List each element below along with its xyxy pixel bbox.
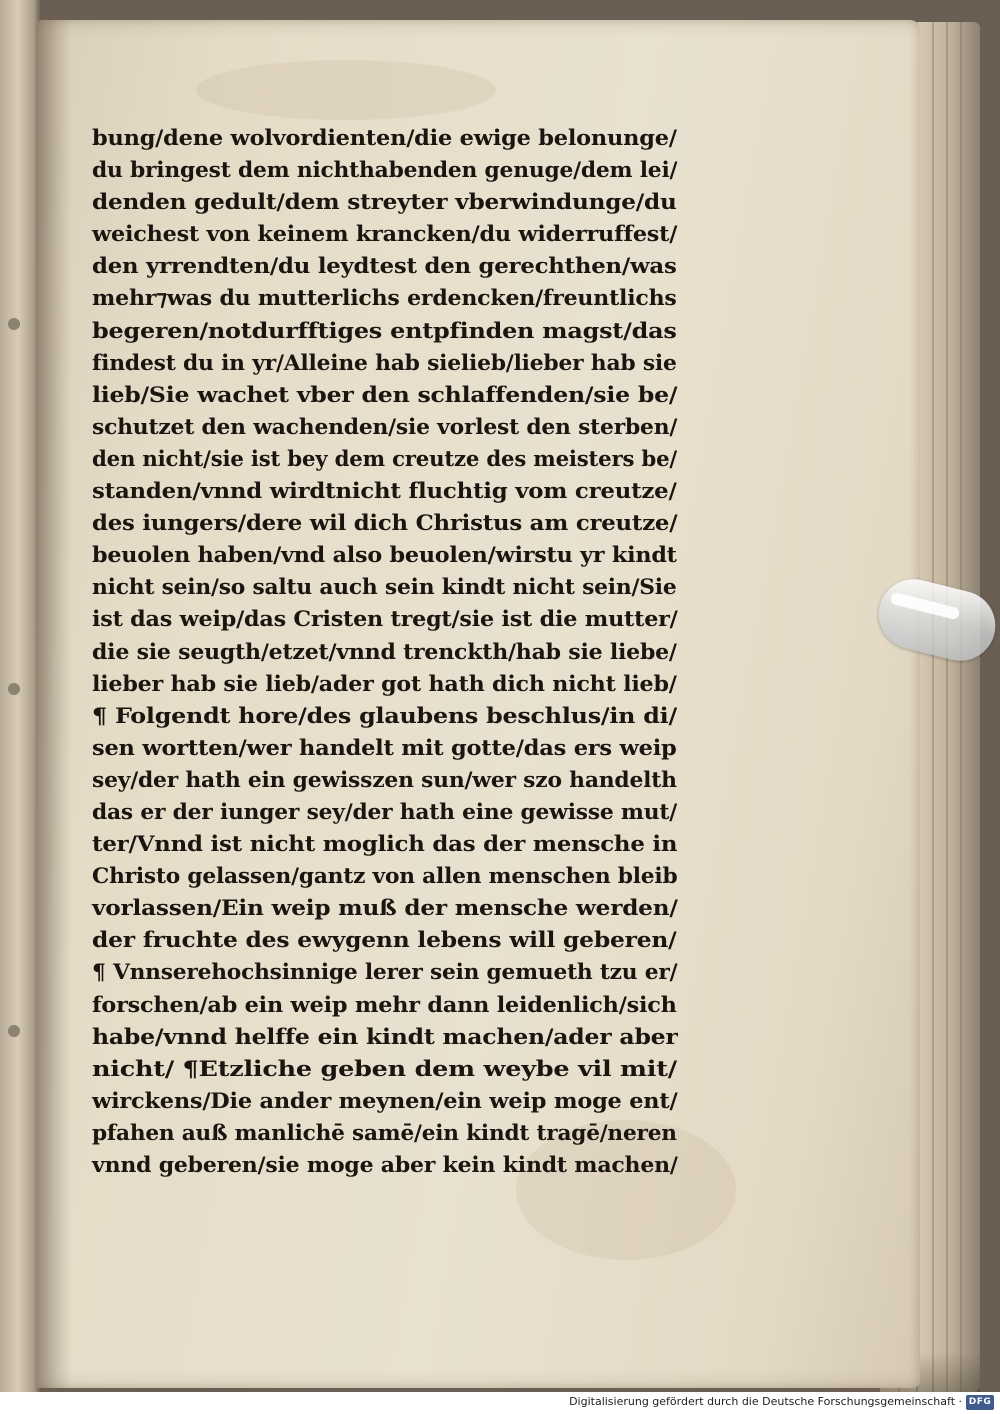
text-line: denden gedult/dem streyter vberwindunge/du (92, 189, 677, 215)
funding-credit: Digitalisierung gefördert durch die Deutsche Forschungsgemeinschaft · (569, 1395, 962, 1408)
text-line: des iungers/dere wil dich Christus am creutze/ (92, 510, 678, 536)
text-line: nicht/ ¶Etzliche geben dem weybe vil mit/ (92, 1055, 677, 1081)
text-line: Christo gelassen/gantz von allen menschen bleib (92, 863, 678, 889)
text-line: beuolen haben/vnd also beuolen/wirstu yr kindt (92, 542, 677, 568)
gutter-shadow (36, 20, 72, 1388)
text-line: die sie seugth/etzet/vnnd trenckth/hab sie liebe/ (92, 638, 677, 664)
text-line: wirckens/Die ander meynen/ein weip moge ent/ (92, 1087, 678, 1113)
text-line: schutzet den wachenden/sie vorlest den sterben/ (92, 413, 678, 439)
text-line: ist das weip/das Cristen tregt/sie ist die mutter/ (92, 606, 678, 632)
binding-hole (8, 318, 20, 330)
text-line: ¶ Folgendt hore/des glaubens beschlus/in di/ (92, 702, 677, 728)
binding-hole (8, 683, 20, 695)
printed-text-block (92, 122, 692, 1181)
text-line: du bringest dem nichthabenden genuge/dem lei/ (92, 157, 678, 183)
text-line: das er der iunger sey/der hath eine gewisse mut/ (92, 798, 677, 824)
dfg-logo-text: DFG (968, 1397, 992, 1407)
text-line: ter/Vnnd ist nicht moglich das der mensche in (92, 831, 678, 857)
text-line: sen wortten/wer handelt mit gotte/das ers weip (92, 734, 677, 760)
text-line: findest du in yr/Alleine hab sielieb/lieber hab sie (92, 349, 677, 375)
text-line: sey/der hath ein gewisszen sun/wer szo handelth (92, 766, 677, 792)
facing-page-edge (0, 0, 40, 1414)
text-line: der fruchte des ewygenn lebens will geberen/ (92, 927, 677, 953)
text-line: mehr⁊was du mutterlichs erdencken/freuntlichs (92, 285, 677, 311)
text-line: habe/vnnd helffe ein kindt machen/ader aber (92, 1023, 678, 1049)
footer-bar (0, 1392, 1000, 1414)
text-line: forschen/ab ein weip mehr dann leidenlich/sich (92, 991, 677, 1017)
text-line: weichest von keinem krancken/du widerruffest/ (92, 221, 678, 247)
text-line: ¶ Vnnserehochsinnige lerer sein gemueth tzu er/ (92, 959, 678, 985)
text-line: vorlassen/Ein weip muß der mensche werden/ (92, 895, 678, 921)
text-line: vnnd geberen/sie moge aber kein kindt machen/ (92, 1152, 678, 1177)
text-line: den nicht/sie ist bey dem creutze des meisters be/ (92, 445, 677, 471)
text-line: lieber hab sie lieb/ader got hath dich nicht lieb/ (92, 670, 677, 696)
text-line: bung/dene wolvordienten/die ewige belonunge/ (92, 125, 677, 150)
text-line: lieb/Sie wachet vber den schlaffenden/sie be/ (92, 381, 678, 407)
text-line: den yrrendten/du leydtest den gerechthen/was (92, 253, 677, 279)
dfg-logo-icon (966, 1395, 994, 1410)
binding-hole (8, 1025, 20, 1037)
text-line: standen/vnnd wirdtnicht fluchtig vom creutze/ (92, 478, 677, 504)
text-line: begeren/notdurfftiges entpfinden magst/das (92, 317, 677, 343)
paper-stain (196, 60, 496, 120)
text-line: pfahen auß manlichē samē/ein kindt tragē/neren (92, 1119, 677, 1145)
text-line: nicht sein/so saltu auch sein kindt nicht sein/Sie (92, 574, 677, 600)
